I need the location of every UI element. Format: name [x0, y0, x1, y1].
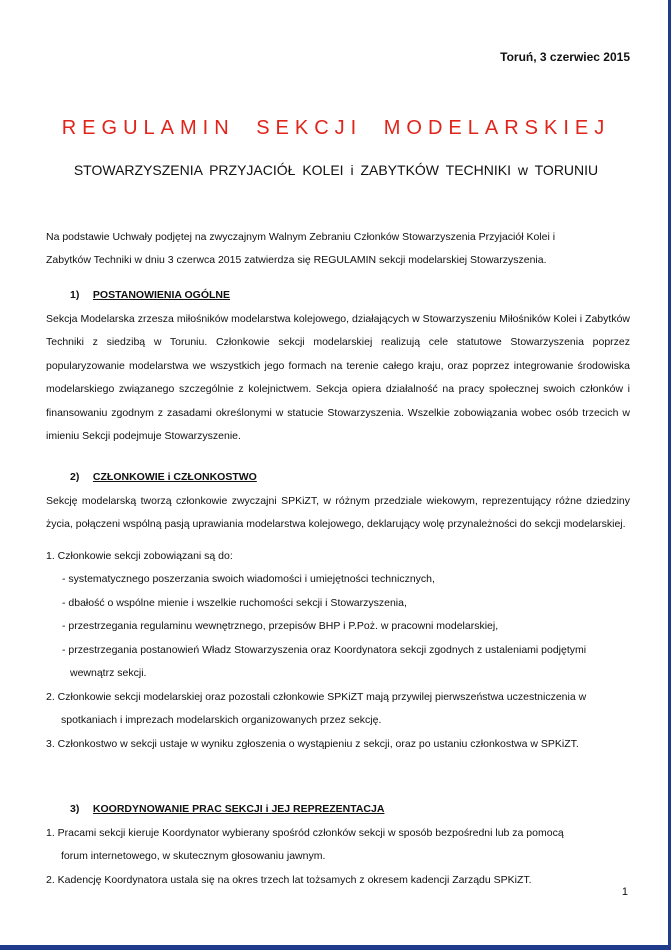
document-subtitle: STOWARZYSZENIA PRZYJACIÓŁ KOLEI i ZABYTKÓW TECHNIKI w TORUNIU: [73, 162, 599, 178]
section-coordination: [46, 798, 630, 892]
document-date: Toruń, 3 czerwiec 2015: [500, 50, 630, 64]
bullet-item: - dbałość o wspólne mienie i wszelkie ruchomości sekcji i Stowarzyszenia,: [62, 596, 407, 609]
bullet-item: - przestrzegania postanowień Władz Stowarzyszenia oraz Koordynatora sekcji zgodnych z ustaleniami podjętymi: [62, 643, 587, 656]
section-heading-text: KOORDYNOWANIE PRAC SEKCJI i JEJ REPREZENTACJA: [92, 803, 385, 815]
intro-line: Na podstawie Uchwały podjętej na zwyczajnym Walnym Zebraniu Członków Stowarzyszenia Przyjaciół Kolei i: [46, 231, 556, 243]
intro-line: Zabytków Techniki w dniu 3 czerwca 2015 zatwierdza się REGULAMIN sekcji modelarskiej Stowarzyszenia.: [46, 254, 547, 266]
section-number: 2): [70, 471, 80, 483]
list-item: 1. Członkowie sekcji zobowiązani są do:: [46, 549, 233, 562]
section-body: Sekcję modelarską tworzą członkowie zwyczajni SPKiZT, w różnym przedziale wiekowym, reprezentujący różne dziedziny życia, połączeni wspólną pasją uprawiania modelarstwa kolejowego, deklarujący wolę przynależności do sekcji modelarskiej.: [46, 494, 630, 530]
bullet-item-continuation: wewnątrz sekcji.: [70, 667, 147, 679]
page-number: 1: [621, 886, 628, 898]
section-general-provisions: [46, 284, 630, 449]
bullet-item: - przestrzegania regulaminu wewnętrznego, przepisów BHP i P.Poż. w pracowni modelarskiej,: [62, 620, 499, 632]
section-members: [46, 466, 630, 756]
list-item-continuation: spotkaniach i imprezach modelarskich organizowanych przez sekcję.: [61, 714, 382, 726]
section-heading-text: CZŁONKOWIE i CZŁONKOSTWO: [92, 471, 257, 483]
section-heading: [70, 284, 630, 308]
list-item-continuation: forum internetowego, w skutecznym głosowaniu jawnym.: [61, 850, 326, 862]
list-item: 3. Członkostwo w sekcji ustaje w wyniku zgłoszenia o wystąpieniu z sekcji, oraz po ustaniu członkostwa w SPKiZT.: [46, 737, 579, 750]
section-number: 1): [70, 289, 80, 301]
intro-paragraph: [46, 226, 636, 272]
section-heading: [70, 466, 630, 490]
document-title: REGULAMIN SEKCJI MODELARSKIEJ: [61, 117, 611, 139]
list-item: 2. Kadencję Koordynatora ustala się na okres trzech lat tożsamych z okresem kadencji Zarządu SPKiZT.: [46, 873, 532, 886]
list-item: 1. Pracami sekcji kieruje Koordynator wybierany spośród członków sekcji w sposób bezpośredni lub za pomocą: [46, 826, 564, 839]
section-heading: [70, 798, 630, 822]
section-heading-text: POSTANOWIENIA OGÓLNE: [92, 289, 231, 301]
bullet-item: - systematycznego poszerzania swoich wiadomości i umiejętności technicznych,: [62, 573, 435, 585]
section-number: 3): [70, 803, 80, 815]
list-item: 2. Członkowie sekcji modelarskiej oraz pozostali członkowie SPKiZT mają przywilej pierwszeństwa uczestniczenia w: [46, 690, 587, 703]
section-body: Sekcja Modelarska zrzesza miłośników modelarstwa kolejowego, działających w Stowarzyszeniu Miłośników Kolei i Zabytków Techniki z siedzibą w Toruniu. Członkowie sekcji modelarskiej realizują cele statutowe Stowarzyszenia poprzez popularyzowanie modelarstwa we wszystkich jego formach na terenie całego kraju, oraz poprzez integrowanie środowiska modelarskiego związanego szczególnie z kolejnictwem. Sekcja opiera działalność na pracy społecznej swoich członków i finansowaniu zgodnym z zasadami określonymi w statucie Stowarzyszenia. Wszelkie zobowiązania wobec osób trzecich w imieniu Sekcji podejmuje Stowarzyszenie.: [46, 312, 630, 442]
